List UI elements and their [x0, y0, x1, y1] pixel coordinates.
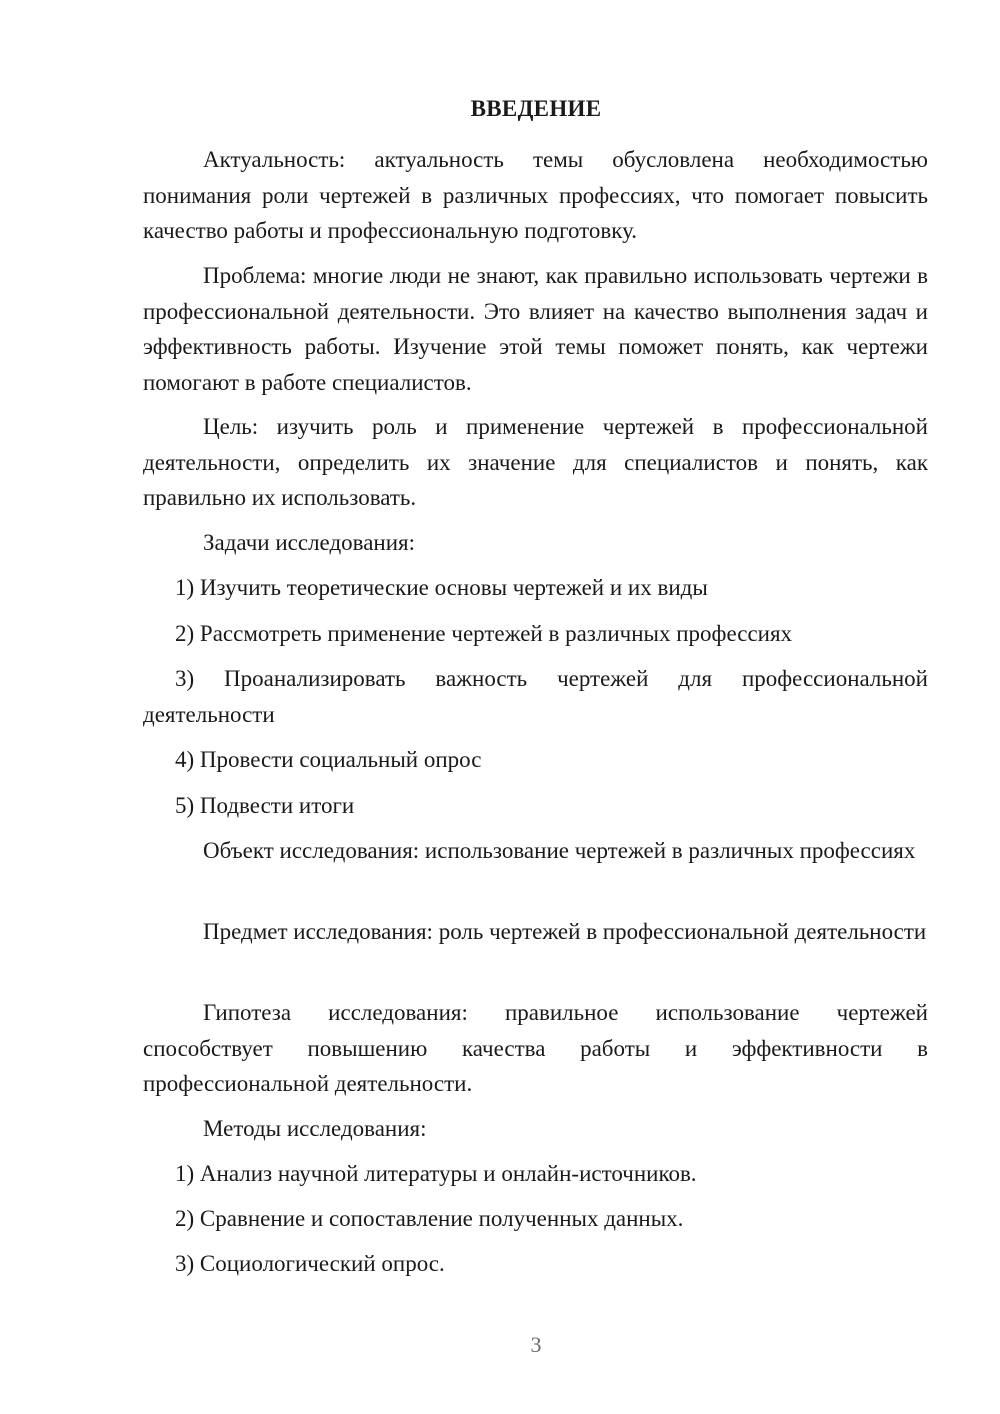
task-item: 4) Провести социальный опрос — [175, 747, 482, 772]
methods-heading: Методы исследования: — [203, 1116, 427, 1141]
task-item: 2) Рассмотреть применение чертежей в различных профессиях — [175, 621, 793, 646]
problem-paragraph: Проблема: многие люди не знают, как правильно использовать чертежи в профессиональной деятельности. Это влияет на качество выполнения задач и эффективность работы. Изучение этой темы поможет понять, как чертежи помогают в работе специалистов. — [143, 263, 928, 395]
method-item: 2) Сравнение и сопоставление полученных данных. — [175, 1206, 684, 1231]
task-item: 3) Проанализировать важность чертежей для профессиональной деятельности — [143, 666, 928, 727]
page-number: 3 — [530, 1332, 542, 1357]
method-item: 1) Анализ научной литературы и онлайн-источников. — [175, 1161, 697, 1186]
method-item: 3) Социологический опрос. — [175, 1251, 445, 1276]
hypothesis-paragraph: Гипотеза исследования: правильное использование чертежей способствует повышению качества работы и эффективности в профессиональной деятельности. — [143, 1000, 928, 1096]
task-item: 1) Изучить теоретические основы чертежей и их виды — [175, 575, 708, 600]
section-title: ВВЕДЕНИЕ — [470, 96, 602, 121]
goal-paragraph: Цель: изучить роль и применение чертежей в профессиональной деятельности, определить их значение для специалистов и понять, как правильно их использовать. — [143, 414, 928, 510]
subject-paragraph: Предмет исследования: роль чертежей в профессиональной деятельности — [203, 919, 927, 944]
object-paragraph: Объект исследования: использование чертежей в различных профессиях — [203, 838, 916, 863]
task-item: 5) Подвести итоги — [175, 793, 355, 818]
tasks-heading: Задачи исследования: — [203, 530, 416, 555]
relevance-paragraph: Актуальность: актуальность темы обусловлена необходимостью понимания роли чертежей в различных профессиях, что помогает повысить качество работы и профессиональную подготовку. — [143, 147, 928, 243]
